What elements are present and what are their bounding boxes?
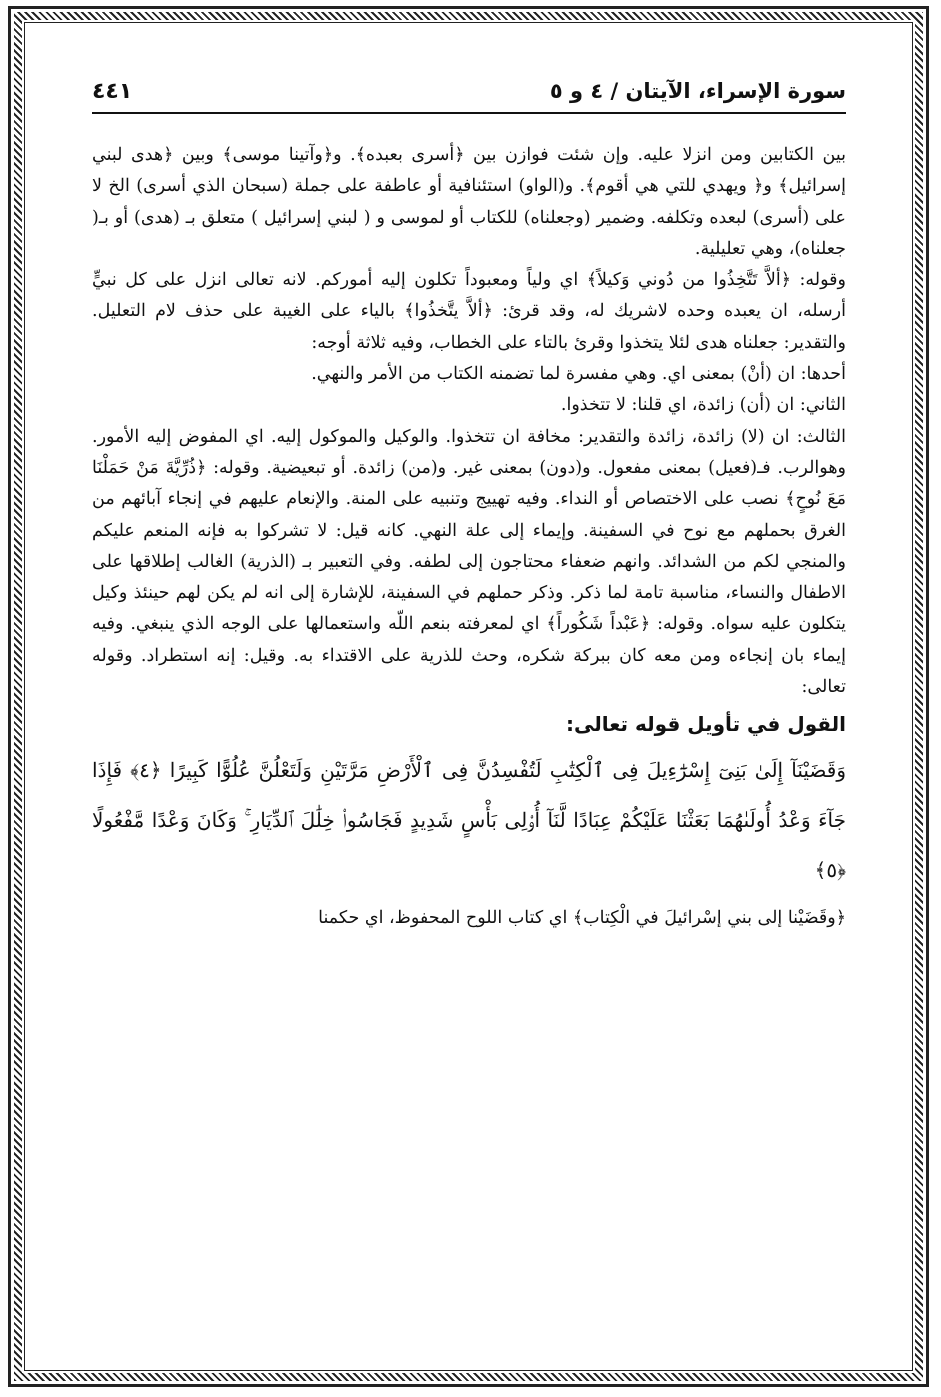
paragraph: أحدها: ان (أنْ) بمعنى اي. وهي مفسرة لما تضمنه الكتاب من الأمر والنهي. [311,364,846,385]
section-heading: القول في تأويل قوله تعالى: [566,712,846,737]
paragraph: الثاني: ان (أن) زائدة، اي قلنا: لا تتخذوا. [560,395,846,416]
paragraph: وقوله: ﴿ألاَّ تَتَّخِذُوا من دُوني وَكيلاً﴾ اي ولياً ومعبوداً تكلون إليه أموركم. لانه تعالى انزل على كل نبيٍّ أرسله، ان يعبده وحده لاشريك له، وقد قرئ: ﴿ألاَّ يتَّخذُوا﴾ بالياء على الغيبة على حذف لام التعليل. والتقدير: جعلناه هدى لئلا يتخذوا وقرئ بالتاء على الخطاب، وفيه ثلاثة أوجه: [92,270,846,353]
page-header [92,70,846,114]
page-body [92,140,846,934]
quran-verse: وَقَضَيْنَآ إِلَىٰ بَنِىٓ إِسْرَٰٓءِيلَ فِى ٱلْكِتَٰبِ لَتُفْسِدُنَّ فِى ٱلْأَرْضِ مَرَّتَيْنِ وَلَتَعْلُنَّ عُلُوًّا كَبِيرًا ﴿٤﴾ فَإِذَا جَآءَ وَعْدُ أُولَىٰهُمَا بَعَثْنَا عَلَيْكُمْ عِبَادًا لَّنَآ أُو۟لِى بَأْسٍ شَدِيدٍ فَجَاسُوا۟ خِلَٰلَ ٱلدِّيَارِ ۚ وَكَانَ وَعْدًا مَّفْعُولًا ﴿٥﴾ [92,757,846,882]
running-title: سورة الإسراء، الآيتان / ٤ و ٥ [549,79,846,103]
paragraph: الثالث: ان (لا) زائدة، زائدة والتقدير: مخافة ان تتخذوا. والوكيل والموكول إليه. اي المفوض إليه الأمور. وهوالرب. فـ(فعيل) بمعنى مفعول. و(دون) بمعنى غير. و(من) زائدة. أو تبعيضية. وقوله: ﴿ذُرِّيَّةَ مَنْ حَمَلْنَا مَعَ نُوحٍ﴾ نصب على الاختصاص أو النداء. وفيه تهييج وتنبيه على المنة. والإنعام عليهم في إنجاء آبائهم من الغرق بحملهم مع نوح في السفينة. وإيماء إلى علة النهي. كانه قيل: لا تشركوا به فإنه المنعم عليكم والمنجي لكم من الشدائد. وانهم ضعفاء محتاجون إلى لطفه. وفي التعبير بـ (الذرية) الغالب إطلاقها على الاطفال والنساء، مناسبة تامة لما ذكر. وذكر حملهم في السفينة، للإشارة إلى انه لم يكن لهم حينئذ وكيل يتكلون عليه سواه. وقوله: ﴿عَبْداً شَكُوراً﴾ اي لمعرفته بنعم اللّه واستعمالها على الوجه الذي ينبغي. وفيه إيماء بان إنجاءه ومن معه كان ببركة شكره، وحث للذرية على الاقتداء به. وقيل: إنه استطراد. وقوله تعالى: [92,426,846,698]
paragraph: بين الكتابين ومن انزلا عليه. وإن شئت فوازن بين ﴿أسرى بعبده﴾. و﴿وآتينا موسى﴾ وبين ﴿هدى لبني إسرائيل﴾ و﴿ ويهدي للتي هي أقوم﴾. و(الواو) استئنافية أو عاطفة على جملة (سبحان الذي أسرى) الخ لا على (أسرى) لبعده وتكلفه. وضمير (وجعلناه) للكتاب أو لموسى و ( لبني إسرائيل ) متعلق بـ (هدى) أو بـ( جعلناه)، وهي تعليلية. [92,145,846,259]
page-number: ٤٤١ [92,78,133,104]
paragraph: ﴿وقَضَيْنا إلى بني إسْرائيلَ في الْكِتاب﴾ اي كتاب اللوح المحفوظ، اي حكمنا [318,907,846,928]
